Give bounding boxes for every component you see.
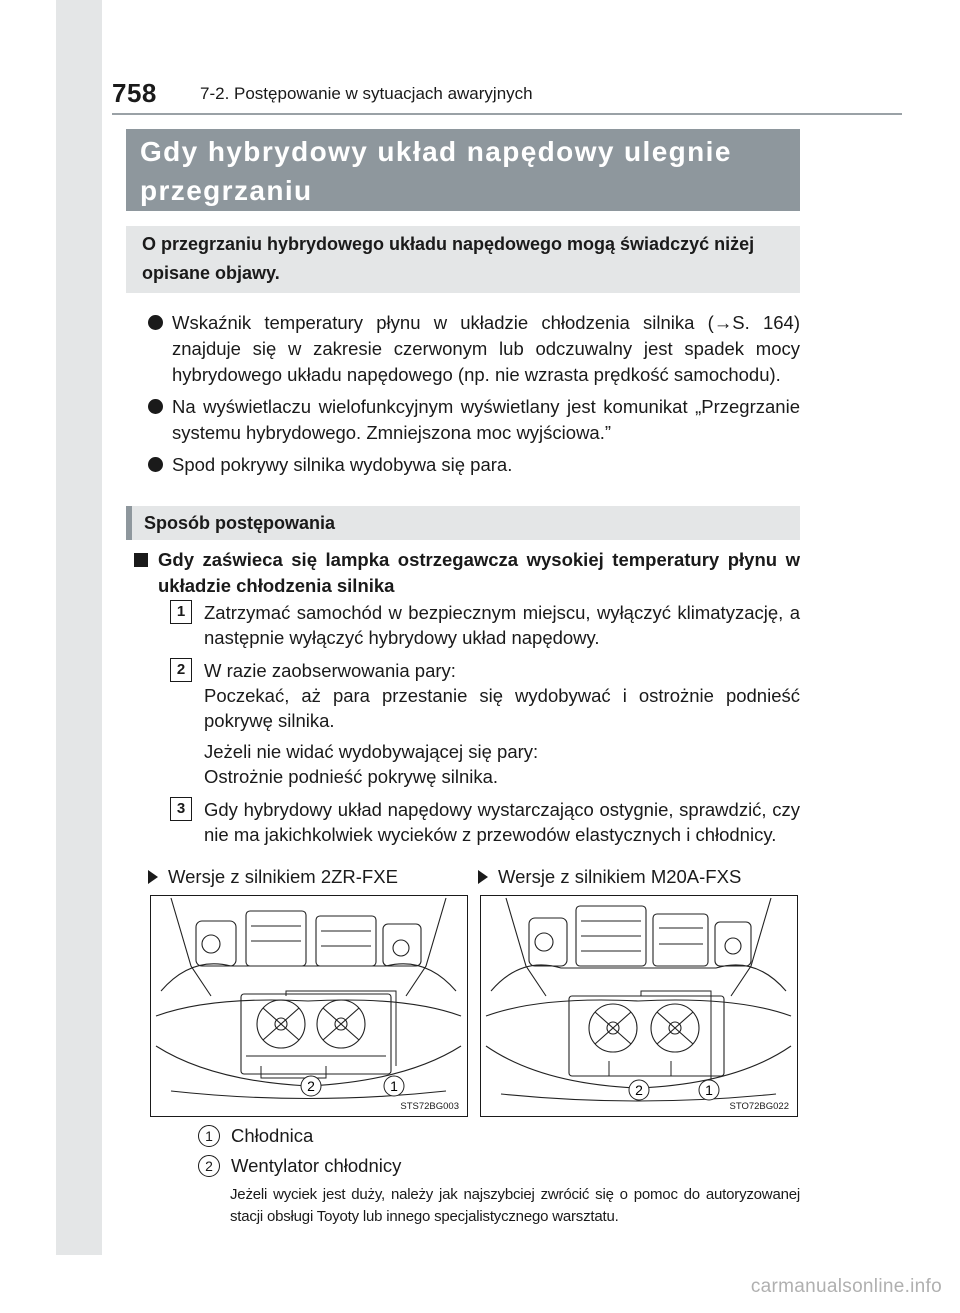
symptom-text: Spod pokrywy silnika wydobywa się para.	[172, 454, 513, 475]
legend-item	[198, 1151, 798, 1181]
page-number: 758	[112, 78, 157, 108]
version-label-2zr: Wersje z silnikiem 2ZR-FXE	[148, 866, 398, 888]
legend-number: 1	[198, 1125, 220, 1147]
symptom-item	[148, 452, 800, 478]
step-item	[170, 658, 800, 789]
chapter-title: 7-2. Postępowanie w sytuacjach awaryjnych	[200, 84, 533, 103]
callout-2: 2	[635, 1082, 643, 1098]
callout-1: 1	[705, 1082, 713, 1098]
step-text: Zatrzymać samochód w bezpiecznym miejscu, wyłączyć klimatyzację, a następnie wyłączyć hybrydowy układ napędowy.	[204, 602, 800, 648]
procedure-section-title: Sposób postępowania	[126, 506, 800, 540]
section-title-box	[126, 129, 800, 211]
legend-label: Chłodnica	[231, 1125, 314, 1146]
legend-item	[198, 1121, 798, 1151]
square-bullet-icon	[134, 553, 148, 567]
intro-box: O przegrzaniu hybrydowego układu napędowego mogą świadczyć niżej opisane objawy.	[126, 226, 800, 293]
bullet-dot-icon	[148, 457, 163, 472]
symptom-text: Na wyświetlaczu wielofunkcyjnym wyświetlany jest komunikat „Przegrzanie systemu hybrydowego. Zmniejszona moc wyjściowa.”	[172, 396, 800, 443]
step-item	[170, 600, 800, 650]
symptom-list	[148, 310, 800, 484]
legend-label: Wentylator chłodnicy	[231, 1155, 402, 1176]
step-item	[170, 797, 800, 847]
engine-bay-drawing	[151, 896, 466, 1115]
legend-number: 2	[198, 1155, 220, 1177]
leak-note: Jeżeli wyciek jest duży, należy jak najszybciej zwrócić się o pomoc do autoryzowanej stacji obsługi Toyoty lub innego specjalistycznego warsztatu.	[230, 1186, 800, 1225]
figure-legend	[198, 1121, 798, 1181]
triangle-bullet-icon	[478, 870, 488, 884]
step-number: 1	[170, 600, 192, 624]
version-label-m20a: Wersje z silnikiem M20A-FXS	[478, 866, 741, 888]
bullet-dot-icon	[148, 399, 163, 414]
watermark: carmanualsonline.info	[750, 1276, 942, 1297]
symptom-item	[148, 394, 800, 446]
callout-2: 2	[307, 1078, 315, 1094]
engine-bay-illustration-2zr	[150, 895, 468, 1117]
side-strip	[56, 0, 102, 1255]
step-text: Gdy hybrydowy układ napędowy wystarczająco ostygnie, sprawdzić, czy nie ma jakichkolwiek wycieków z przewodów elastycznych i chłodnicy.	[204, 799, 800, 845]
title-line-1: Gdy hybrydowy układ napędowy ulegnie	[140, 136, 732, 167]
figure-code: STO72BG022	[729, 1101, 789, 1112]
engine-bay-drawing	[481, 896, 796, 1115]
symptom-item	[148, 310, 800, 388]
step-text: Jeżeli nie widać wydobywającej się pary: Ostrożnie podnieść pokrywę silnika.	[204, 741, 539, 787]
step-list	[170, 600, 800, 855]
step-number: 2	[170, 658, 192, 682]
figure-code: STS72BG003	[400, 1101, 459, 1112]
symptom-text: Wskaźnik temperatury płynu w układzie chłodzenia silnika (→S. 164) znajduje się w zakresie czerwonym lub odczuwalny jest spadek mocy hybrydowego układu napędowego (np. nie wzrasta prędkość samochodu).	[172, 312, 800, 385]
procedure-sub-heading	[134, 547, 800, 599]
bullet-dot-icon	[148, 315, 163, 330]
header-divider	[112, 113, 902, 115]
triangle-bullet-icon	[148, 870, 158, 884]
sub-heading-text: Gdy zaświeca się lampka ostrzegawcza wysokiej temperatury płynu w układzie chłodzenia silnika	[158, 549, 800, 596]
engine-bay-illustration-m20a	[480, 895, 798, 1117]
callout-1: 1	[390, 1078, 398, 1094]
step-number: 3	[170, 797, 192, 821]
step-text: W razie zaobserwowania pary: Poczekać, aż para przestanie się wydobywać i ostrożnie podnieść pokrywę silnika.	[204, 660, 800, 731]
title-line-2: przegrzaniu	[140, 175, 313, 206]
